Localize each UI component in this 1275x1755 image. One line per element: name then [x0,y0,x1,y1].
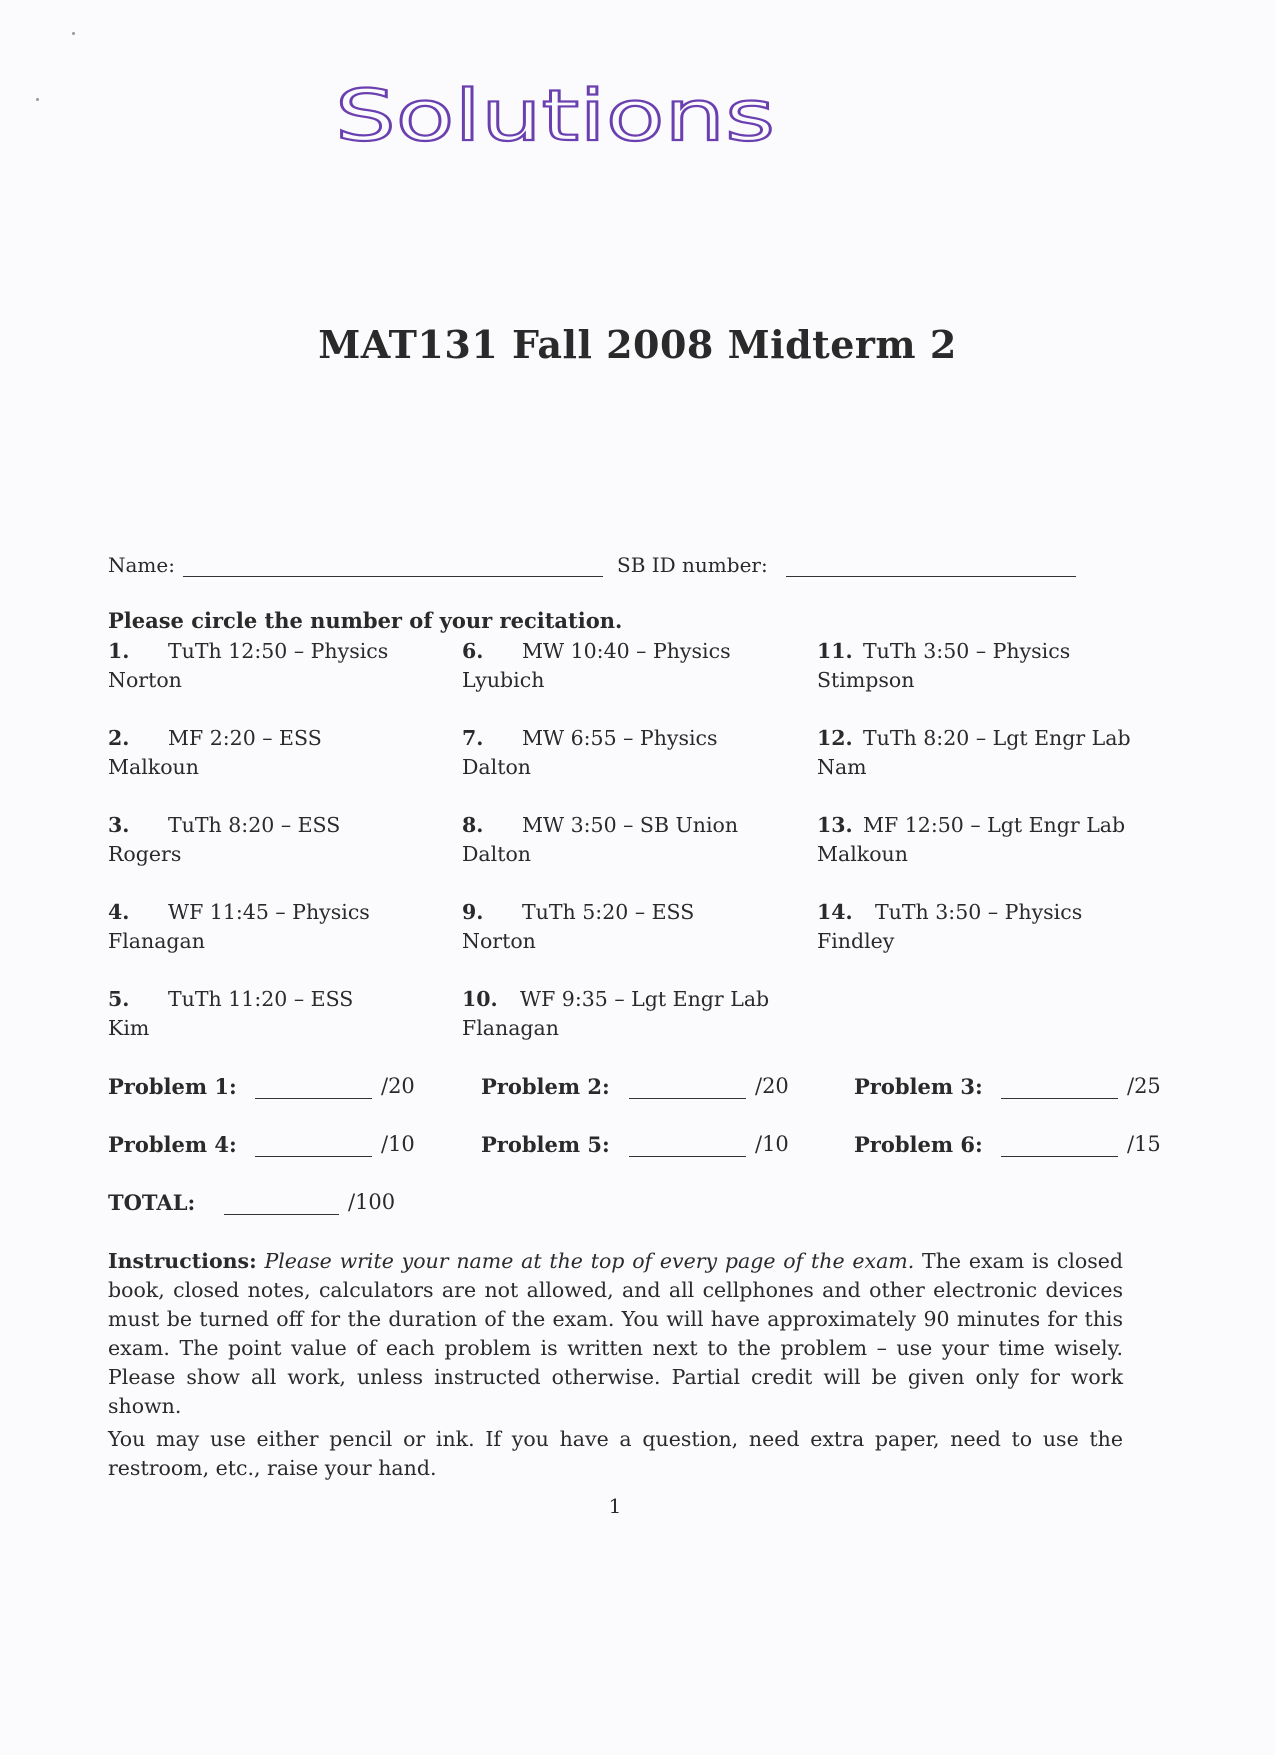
recitation-schedule: MF 12:50 – Lgt Engr Lab [863,813,1126,837]
scan-speck [72,32,75,35]
total-score-field[interactable] [224,1214,339,1215]
recitation-number: 12. [817,726,853,750]
problem-4-label: Problem 4: [108,1132,237,1157]
instructions-emphasis: Please write your name at the top of every page of the exam. [264,1249,915,1273]
recitation-schedule: TuTh 8:20 – Lgt Engr Lab [863,726,1131,750]
problem-5-max: /10 [755,1132,789,1156]
handwritten-solutions-text: Solutions [335,75,775,157]
recitation-instructor: Findley [817,929,895,953]
problem-2-score-field[interactable] [629,1098,746,1099]
problem-2-max: /20 [755,1074,789,1098]
recitation-option[interactable] [462,811,738,869]
recitation-option[interactable] [108,637,388,695]
recitation-option[interactable] [462,898,694,956]
recitation-option[interactable] [108,985,353,1043]
problem-1-max: /20 [381,1074,415,1098]
handwritten-solutions-annotation [335,58,795,158]
problem-3-label: Problem 3: [854,1074,983,1099]
recitation-instructor: Flanagan [108,929,205,953]
recitation-instructor: Lyubich [462,668,545,692]
recitation-schedule: WF 9:35 – Lgt Engr Lab [520,987,770,1011]
recitation-schedule: TuTh 8:20 – ESS [168,813,341,837]
recitation-option[interactable] [817,811,1125,869]
page-number: 1 [608,1494,622,1518]
problem-6-max: /15 [1127,1132,1161,1156]
recitation-schedule: WF 11:45 – Physics [168,900,370,924]
recitation-option[interactable] [462,724,718,782]
recitation-schedule: TuTh 3:50 – Physics [875,900,1083,924]
name-field[interactable] [183,576,603,577]
instructions-block [108,1247,1123,1487]
problem-4-max: /10 [381,1132,415,1156]
recitation-schedule: TuTh 5:20 – ESS [522,900,695,924]
recitation-instructor: Norton [462,929,536,953]
recitation-schedule: TuTh 11:20 – ESS [168,987,354,1011]
recitation-instructor: Dalton [462,842,531,866]
recitation-option[interactable] [462,637,731,695]
recitation-number: 2. [108,726,130,750]
recitation-instructor: Malkoun [108,755,199,779]
instructions-paragraph-2: You may use either pencil or ink. If you have a question, need extra paper, need to use the restroom, etc., raise your hand. [108,1427,1123,1480]
sbid-field[interactable] [786,576,1076,577]
recitation-instructor: Malkoun [817,842,908,866]
recitation-option[interactable] [108,724,322,782]
recitation-number: 9. [462,900,484,924]
problem-3-score-field[interactable] [1001,1098,1118,1099]
recitation-option[interactable] [817,724,1131,782]
recitation-option[interactable] [462,985,769,1043]
problem-5-label: Problem 5: [481,1132,610,1157]
exam-title: MAT131 Fall 2008 Midterm 2 [318,322,957,367]
recitation-schedule: MW 6:55 – Physics [522,726,718,750]
recitation-schedule: MW 3:50 – SB Union [522,813,739,837]
problem-1-score-field[interactable] [255,1098,372,1099]
recitation-number: 5. [108,987,130,1011]
problem-6-label: Problem 6: [854,1132,983,1157]
recitation-number: 7. [462,726,484,750]
recitation-instructor: Nam [817,755,867,779]
recitation-option[interactable] [108,811,340,869]
recitation-number: 10. [462,987,498,1011]
scan-speck [36,98,39,101]
total-max: /100 [348,1190,396,1214]
recitation-option[interactable] [817,637,1070,695]
problem-6-score-field[interactable] [1001,1156,1118,1157]
problem-4-score-field[interactable] [255,1156,372,1157]
recitation-number: 11. [817,639,853,663]
problem-5-score-field[interactable] [629,1156,746,1157]
recitation-instructor: Norton [108,668,182,692]
problem-2-label: Problem 2: [481,1074,610,1099]
recitation-number: 6. [462,639,484,663]
recitation-option[interactable] [108,898,370,956]
recitation-schedule: TuTh 3:50 – Physics [863,639,1071,663]
problem-1-label: Problem 1: [108,1074,237,1099]
recitation-instructor: Kim [108,1016,150,1040]
recitation-schedule: MF 2:20 – ESS [168,726,322,750]
recitation-option[interactable] [817,898,1082,956]
recitation-prompt: Please circle the number of your recitation. [108,608,623,633]
recitation-number: 13. [817,813,853,837]
instructions-heading: Instructions: [108,1249,257,1273]
recitation-schedule: MW 10:40 – Physics [522,639,731,663]
sbid-label: SB ID number: [617,553,768,577]
recitation-number: 3. [108,813,130,837]
recitation-instructor: Flanagan [462,1016,559,1040]
recitation-instructor: Stimpson [817,668,915,692]
problem-3-max: /25 [1127,1074,1161,1098]
recitation-number: 1. [108,639,130,663]
recitation-number: 4. [108,900,130,924]
recitation-schedule: TuTh 12:50 – Physics [168,639,389,663]
recitation-number: 8. [462,813,484,837]
instructions-body: The exam is closed book, closed notes, calculators are not allowed, and all cellphones and other electronic devices must be turned off for the duration of the exam. You will have approximately 90 minutes for this exam. The point value of each problem is written next to the problem – use your time wisely. Please show all work, unless instructed otherwise. Partial credit will be given only for work shown. [108,1249,1123,1418]
recitation-instructor: Dalton [462,755,531,779]
recitation-number: 14. [817,900,853,924]
name-label: Name: [108,553,175,577]
recitation-instructor: Rogers [108,842,182,866]
total-label: TOTAL: [108,1190,196,1215]
